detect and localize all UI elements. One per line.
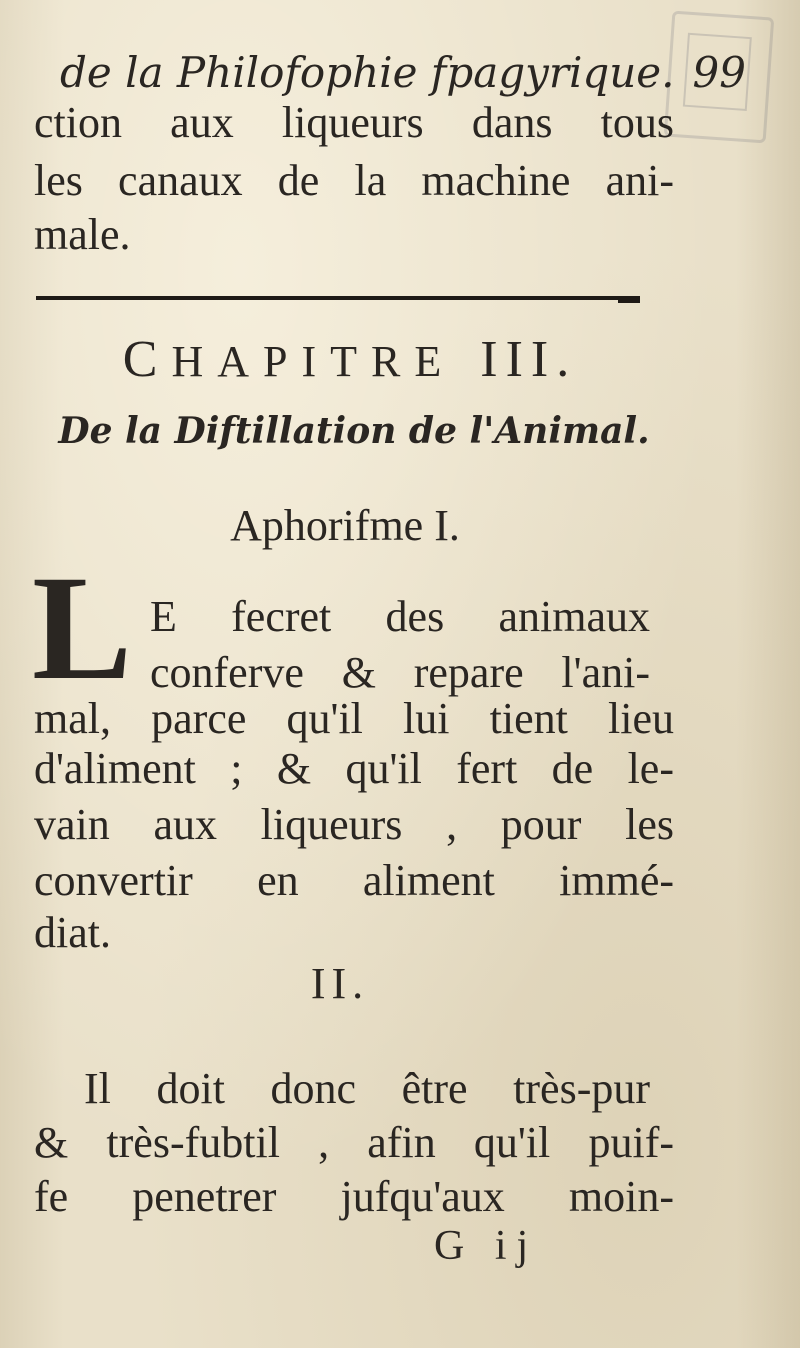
running-head bbox=[60, 48, 746, 97]
chapter-heading bbox=[0, 330, 700, 389]
text-line: ction aux liqueurs dans tous bbox=[34, 98, 674, 147]
running-head-title: de la Philofophie fpagyrique. bbox=[60, 48, 675, 97]
drop-cap: L bbox=[32, 545, 133, 711]
section-rule bbox=[36, 296, 640, 300]
chapter-heading-word: HAPITRE bbox=[171, 337, 456, 386]
text-line: diat. bbox=[34, 908, 111, 957]
text-line: mal, parce qu'il lui tient lieu bbox=[34, 694, 674, 743]
page-number: 99 bbox=[692, 48, 746, 97]
aphorisme-heading: Aphorifme I. bbox=[230, 501, 460, 550]
text-line: fe penetrer jufqu'aux moin- bbox=[34, 1172, 674, 1221]
text-line: les canaux de la machine ani- bbox=[34, 156, 674, 205]
text-line: convertir en aliment immé- bbox=[34, 856, 674, 905]
text-line: vain aux liqueurs , pour les bbox=[34, 800, 674, 849]
text-line: conferve & repare l'ani- bbox=[150, 648, 650, 697]
text-line: Il doit donc être très-pur bbox=[84, 1064, 650, 1113]
chapter-heading-initial: C bbox=[122, 331, 172, 388]
chapter-subtitle: De la Diftillation de l'Animal. bbox=[58, 410, 650, 452]
text-line: male. bbox=[34, 210, 131, 259]
text-line: E fecret des animaux bbox=[150, 592, 650, 641]
text-line: & très-fubtil , afin qu'il puif- bbox=[34, 1118, 674, 1167]
chapter-numeral: III. bbox=[480, 331, 578, 388]
signature-mark: G ij bbox=[434, 1223, 539, 1269]
section-numeral: II. bbox=[310, 959, 370, 1008]
text-line: d'aliment ; & qu'il fert de le- bbox=[34, 744, 674, 793]
